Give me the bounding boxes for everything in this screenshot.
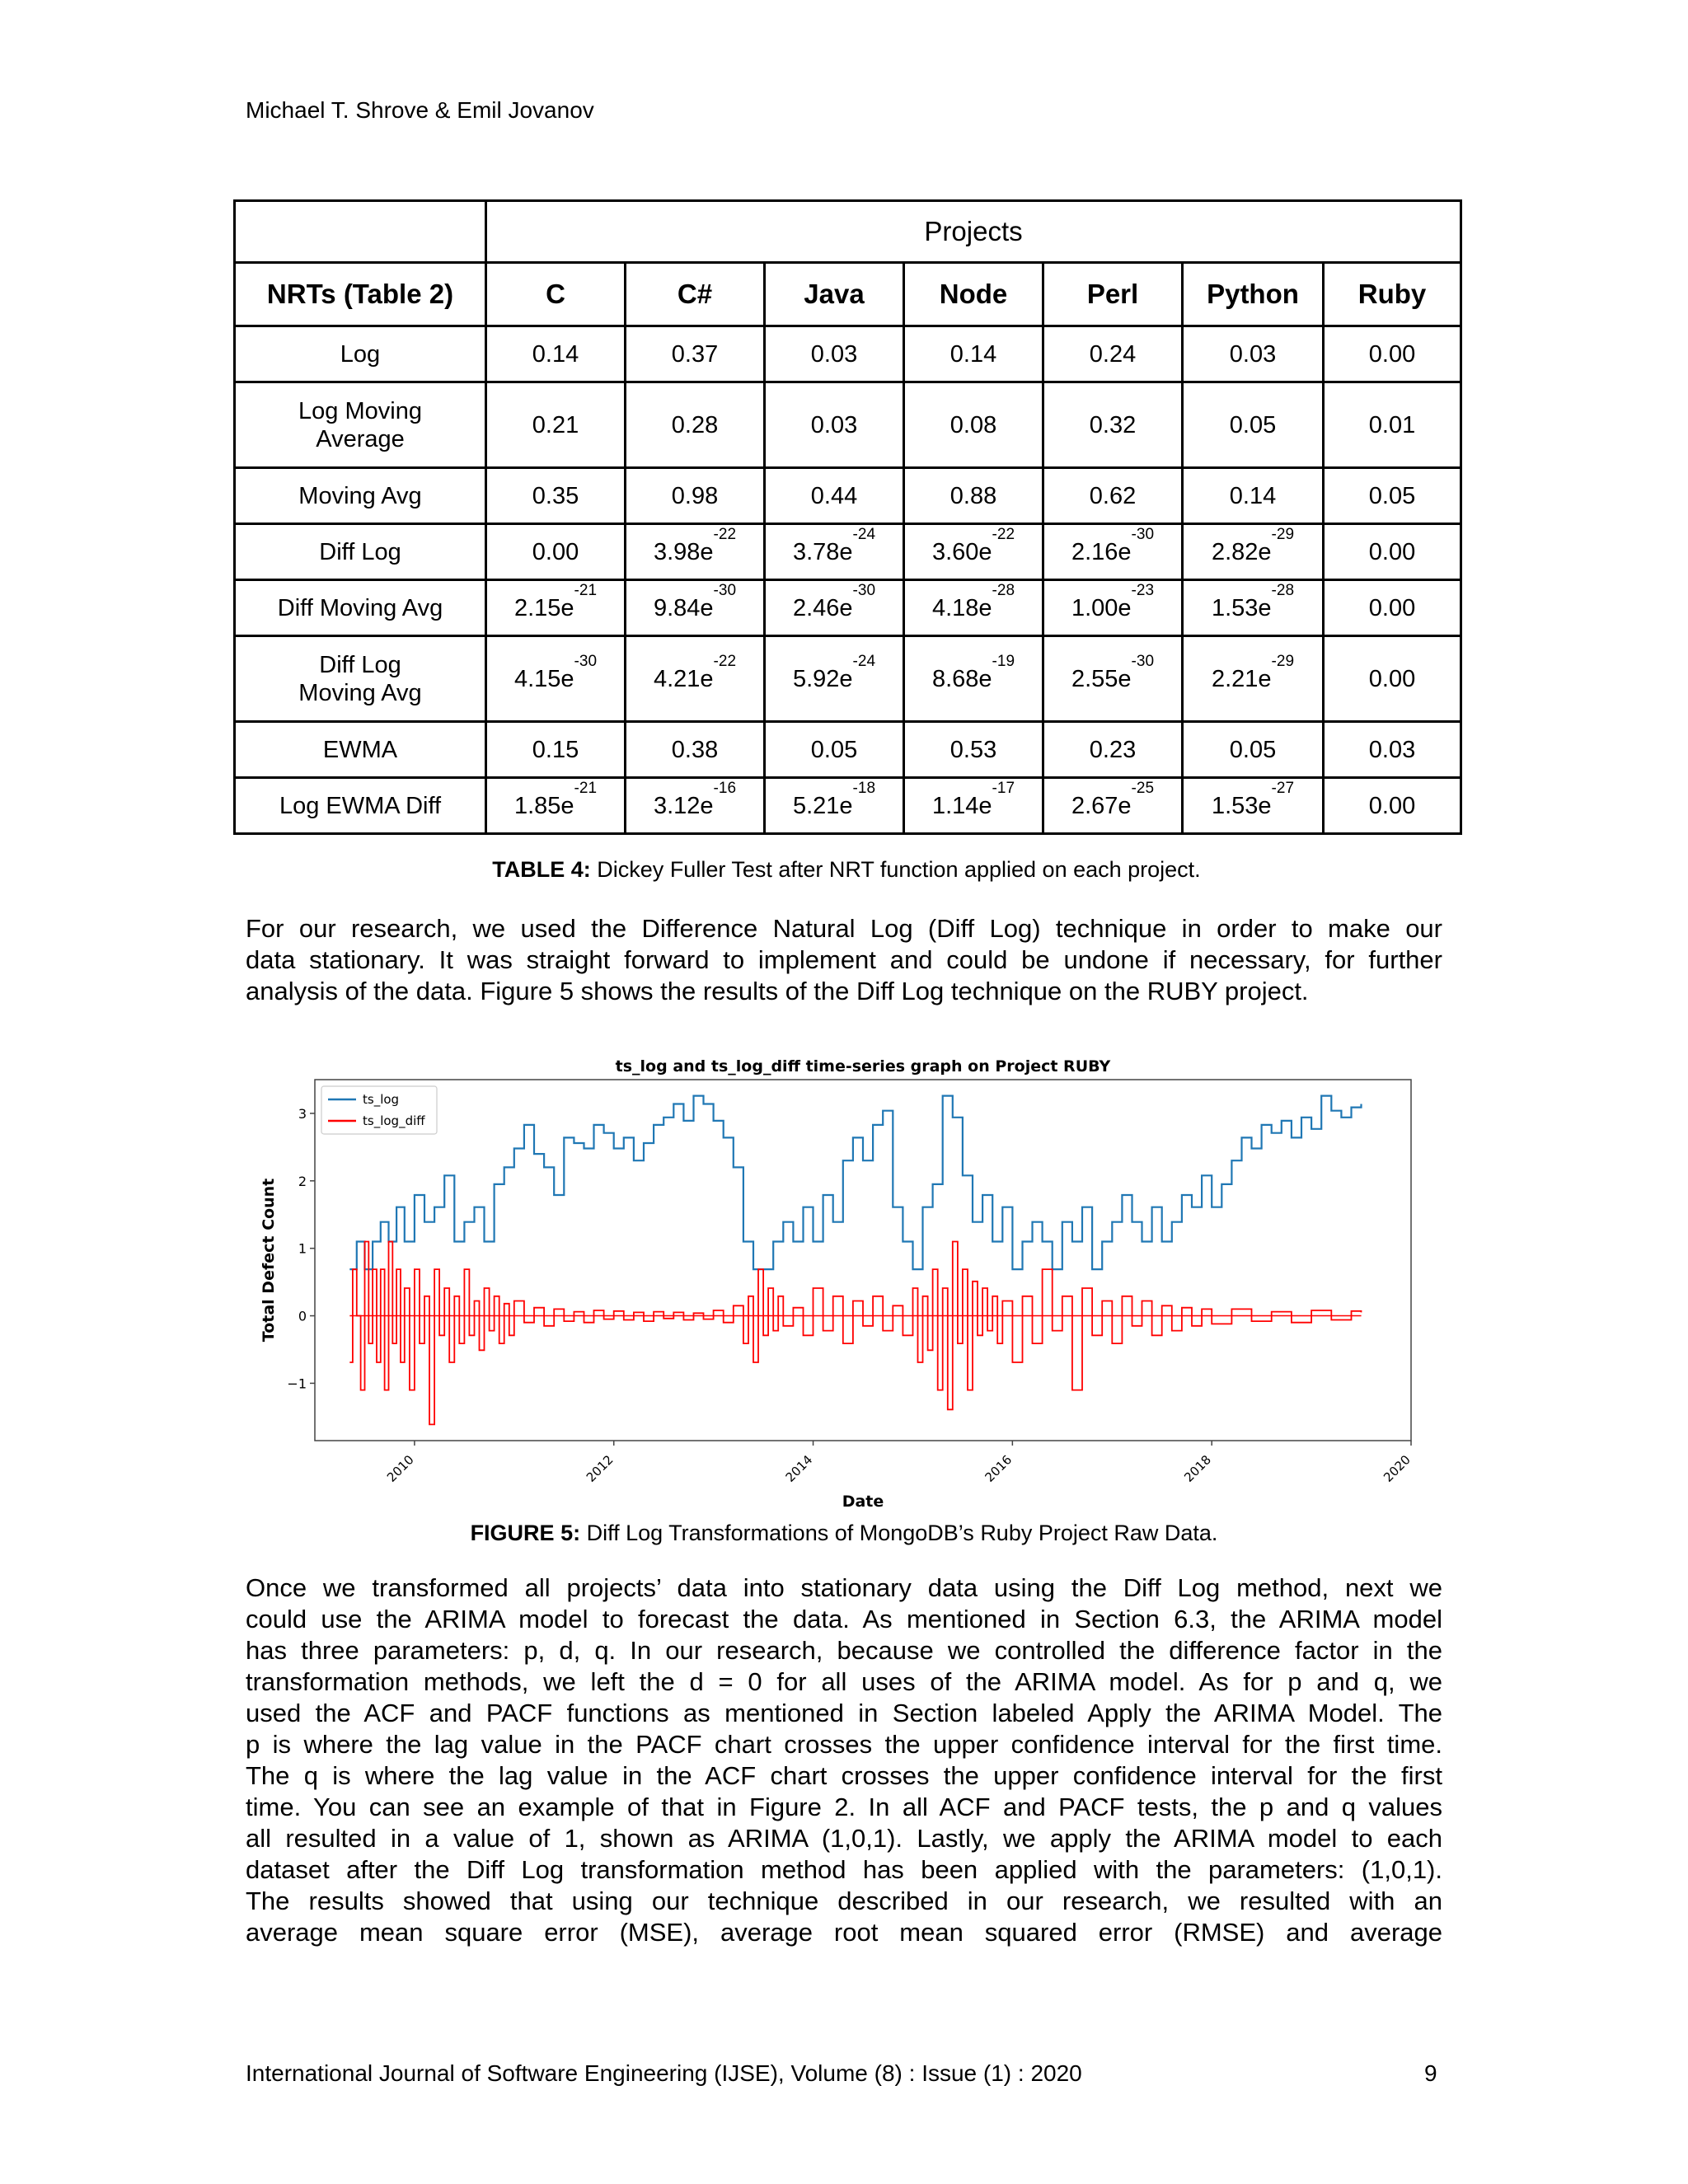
table-cell-exponent: -25: [1131, 779, 1155, 797]
text-line: all resulted in a value of 1, shown as ARIMA (1,0,1). Lastly, we apply the ARIMA model to each: [246, 1824, 1442, 1853]
table-row: [235, 636, 1461, 722]
table-cell-exponent: -21: [574, 779, 598, 797]
table-cell: $2.15e^{-21}$: [486, 580, 626, 636]
table-cell: 0.14: [904, 326, 1043, 382]
plot-area: [315, 1080, 1411, 1441]
table-header-row: [235, 263, 1461, 326]
legend-entry: ts_log: [363, 1092, 400, 1107]
x-tick-label: 2012: [583, 1452, 617, 1485]
table-cell: 0.00: [1324, 524, 1461, 580]
table-column-header: NRTs (Table 2): [235, 263, 486, 326]
table-cell: 0.08: [904, 382, 1043, 468]
table-row: [235, 778, 1461, 834]
table-cell: 0.37: [626, 326, 765, 382]
y-axis-label: Total Defect Count: [260, 1178, 278, 1343]
table-cell: $1.53e^{-28}$: [1183, 580, 1324, 636]
table-row: [235, 468, 1461, 524]
table-cell: $3.60e^{-22}$: [904, 524, 1043, 580]
table-cell-exponent: -16: [713, 779, 737, 797]
table-group-row: [235, 201, 1461, 263]
text-line: could use the ARIMA model to forecast the data. As mentioned in Section 6.3, the ARIMA model: [246, 1605, 1442, 1633]
table-cell: 0.01: [1324, 382, 1461, 468]
text-line: used the ACF and PACF functions as mentioned in Section labeled Apply the ARIMA Model. The: [246, 1699, 1442, 1727]
y-tick-label: 2: [298, 1173, 307, 1189]
table-column-header: Python: [1183, 263, 1324, 326]
table-cell: $1.53e^{-27}$: [1183, 778, 1324, 834]
running-head: Michael T. Shrove & Emil Jovanov: [246, 97, 594, 123]
text-line: The q is where the lag value in the ACF chart crosses the upper confidence interval for the first: [246, 1761, 1442, 1790]
table-cell: $5.92e^{-24}$: [765, 636, 904, 722]
table-caption-text: Dickey Fuller Test after NRT function applied on each project.: [590, 857, 1201, 882]
table-cell: $2.55e^{-30}$: [1043, 636, 1183, 722]
table-cell: 0.05: [1324, 468, 1461, 524]
table-column-header: Perl: [1043, 263, 1183, 326]
table-cell: $1.14e^{-17}$: [904, 778, 1043, 834]
chart-title: ts_log and ts_log_diff time-series graph on Project RUBY: [615, 1057, 1111, 1076]
table-cell: $3.98e^{-22}$: [626, 524, 765, 580]
table-cell: $5.21e^{-18}$: [765, 778, 904, 834]
text-line: Once we transformed all projects’ data into stationary data using the Diff Log method, next we: [246, 1573, 1442, 1602]
table-row: [235, 326, 1461, 382]
table-cell: 0.53: [904, 722, 1043, 778]
table-cell: $4.18e^{-28}$: [904, 580, 1043, 636]
table-cell: 0.05: [1183, 722, 1324, 778]
table-cell: 0.05: [765, 722, 904, 778]
table-cell: 0.21: [486, 382, 626, 468]
table-cell-exponent: -24: [852, 652, 876, 670]
table-caption: [233, 857, 1460, 883]
table-cell-exponent: -24: [852, 525, 876, 543]
figure-caption: [246, 1521, 1442, 1546]
paragraph-1: [246, 913, 1442, 1007]
results-table: [233, 199, 1462, 835]
table-cell: 0.03: [765, 326, 904, 382]
table-caption-label: TABLE 4:: [492, 857, 591, 882]
table-corner-cell: [235, 201, 486, 263]
table-column-header: Java: [765, 263, 904, 326]
table-cell: $2.16e^{-30}$: [1043, 524, 1183, 580]
table-cell-exponent: -30: [852, 581, 876, 599]
table-cell: 0.23: [1043, 722, 1183, 778]
table-cell: $2.67e^{-25}$: [1043, 778, 1183, 834]
table-cell-exponent: -18: [852, 779, 876, 797]
figure-caption-text: Diff Log Transformations of MongoDB’s Ruby Project Raw Data.: [580, 1521, 1218, 1545]
table-cell: $3.12e^{-16}$: [626, 778, 765, 834]
table-body: [235, 326, 1461, 834]
table-row-label: Diff Log Moving Avg: [235, 636, 486, 722]
table-cell: $2.21e^{-29}$: [1183, 636, 1324, 722]
text-line: average mean square error (MSE), average root mean squared error (RMSE) and average: [246, 1918, 1442, 1947]
table-cell: $4.15e^{-30}$: [486, 636, 626, 722]
figure-5-chart: [256, 1055, 1442, 1516]
table-cell: $3.78e^{-24}$: [765, 524, 904, 580]
table-cell: $2.82e^{-29}$: [1183, 524, 1324, 580]
table-column-header: Ruby: [1324, 263, 1461, 326]
table-cell-exponent: -30: [1131, 525, 1155, 543]
table-cell-exponent: -22: [713, 652, 737, 670]
table-cell: 0.28: [626, 382, 765, 468]
table-cell-exponent: -22: [992, 525, 1015, 543]
table-cell: 0.00: [1324, 326, 1461, 382]
text-line: has three parameters: p, d, q. In our research, because we controlled the difference factor in the: [246, 1636, 1442, 1665]
footer-journal: International Journal of Software Engineering (IJSE), Volume (8) : Issue (1) : 2020: [246, 2060, 1082, 2086]
table-cell: $2.46e^{-30}$: [765, 580, 904, 636]
table-cell: 0.38: [626, 722, 765, 778]
x-tick-label: 2018: [1181, 1452, 1215, 1485]
table-cell: 0.00: [1324, 636, 1461, 722]
table-row-label: Log EWMA Diff: [235, 778, 486, 834]
text-line: analysis of the data. Figure 5 shows the results of the Diff Log technique on the RUBY project.: [246, 977, 1309, 1005]
table-cell: 0.00: [1324, 778, 1461, 834]
table-cell: $9.84e^{-30}$: [626, 580, 765, 636]
table-cell: 0.00: [486, 524, 626, 580]
y-tick-label: −1: [287, 1376, 307, 1392]
table-cell-exponent: -28: [1271, 581, 1295, 599]
table-cell: 0.44: [765, 468, 904, 524]
text-line: time. You can see an example of that in Figure 2. In all ACF and PACF tests, the p and q values: [246, 1793, 1442, 1821]
table-cell: 0.05: [1183, 382, 1324, 468]
x-tick-label: 2020: [1381, 1452, 1414, 1485]
table-cell: 0.03: [765, 382, 904, 468]
table-cell: $4.21e^{-22}$: [626, 636, 765, 722]
table-cell-exponent: -30: [574, 652, 598, 670]
y-tick-label: 1: [298, 1240, 307, 1257]
text-line: For our research, we used the Difference Natural Log (Diff Log) technique in order to make our: [246, 914, 1442, 943]
table-cell: 0.03: [1324, 722, 1461, 778]
table-row-label: Log Moving Average: [235, 382, 486, 468]
table-row-label: Log: [235, 326, 486, 382]
table-cell: 0.03: [1183, 326, 1324, 382]
table-cell-exponent: -30: [713, 581, 737, 599]
table-group-header: Projects: [486, 201, 1461, 263]
text-line: data stationary. It was straight forward to implement and could be undone if necessary, for further: [246, 945, 1442, 974]
table-column-header: Node: [904, 263, 1043, 326]
table-cell: 0.24: [1043, 326, 1183, 382]
table-cell-exponent: -30: [1131, 652, 1155, 670]
table-cell-exponent: -23: [1131, 581, 1155, 599]
x-tick-label: 2014: [782, 1452, 816, 1485]
table-cell: 0.14: [1183, 468, 1324, 524]
x-tick-label: 2010: [384, 1452, 417, 1485]
table-cell: 0.00: [1324, 580, 1461, 636]
table-row-label: Diff Log: [235, 524, 486, 580]
table-column-header: C#: [626, 263, 765, 326]
table-cell: 0.88: [904, 468, 1043, 524]
y-tick-label: 0: [298, 1308, 307, 1324]
table-row: [235, 382, 1461, 468]
legend-entry: ts_log_diff: [363, 1113, 425, 1128]
table-cell-exponent: -21: [574, 581, 598, 599]
y-tick-label: 3: [298, 1105, 307, 1122]
paragraph-2: [246, 1572, 1442, 1948]
table-row-label: EWMA: [235, 722, 486, 778]
table-cell-exponent: -29: [1271, 652, 1295, 670]
table-row: [235, 722, 1461, 778]
table-row-label: Moving Avg: [235, 468, 486, 524]
table-row: [235, 524, 1461, 580]
text-line: The results showed that using our technique described in our research, we resulted with an: [246, 1886, 1442, 1915]
table-cell: 0.62: [1043, 468, 1183, 524]
table-cell-exponent: -28: [992, 581, 1015, 599]
figure-caption-label: FIGURE 5:: [470, 1521, 581, 1545]
table-row: [235, 580, 1461, 636]
table-cell-exponent: -19: [992, 652, 1015, 670]
table-cell-exponent: -29: [1271, 525, 1295, 543]
x-tick-label: 2016: [982, 1452, 1015, 1485]
table-cell: 0.15: [486, 722, 626, 778]
table-cell: 0.98: [626, 468, 765, 524]
table-cell: 0.14: [486, 326, 626, 382]
table-cell-exponent: -22: [713, 525, 737, 543]
page-number: 9: [1424, 2060, 1437, 2086]
table-cell: 0.32: [1043, 382, 1183, 468]
text-line: transformation methods, we left the d = 0 for all uses of the ARIMA model. As for p and q, we: [246, 1667, 1442, 1696]
table-cell-exponent: -17: [992, 779, 1015, 797]
table-cell-exponent: -27: [1271, 779, 1295, 797]
table-column-header: C: [486, 263, 626, 326]
table-cell: $1.00e^{-23}$: [1043, 580, 1183, 636]
table-cell: 0.35: [486, 468, 626, 524]
text-line: dataset after the Diff Log transformation method has been applied with the parameters: (1,0,1).: [246, 1855, 1442, 1884]
text-line: p is where the lag value in the PACF chart crosses the upper confidence interval for the first time.: [246, 1730, 1442, 1759]
x-axis-label: Date: [842, 1493, 884, 1511]
table-cell: $8.68e^{-19}$: [904, 636, 1043, 722]
table-row-label: Diff Moving Avg: [235, 580, 486, 636]
table-cell: $1.85e^{-21}$: [486, 778, 626, 834]
